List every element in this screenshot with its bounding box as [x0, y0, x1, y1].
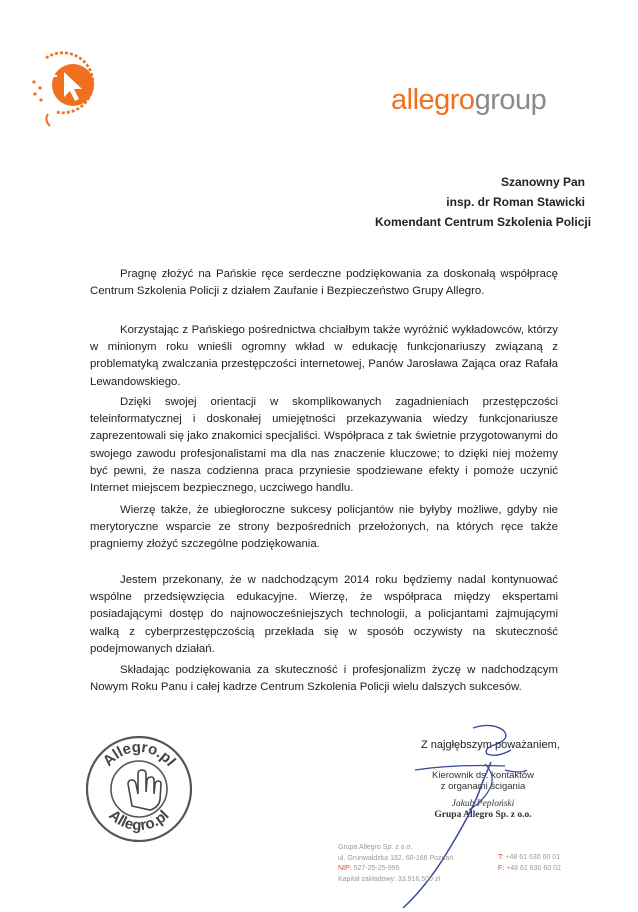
- allegro-stamp: [84, 734, 194, 844]
- footer-contact: [498, 853, 561, 874]
- recipient-position: Komendant Centrum Szkolenia Policji: [375, 215, 592, 229]
- footer-nip-value: 527-25-25-995: [353, 865, 400, 872]
- footer-fax-label: F:: [498, 864, 505, 872]
- brand-name-part2: group: [474, 84, 547, 116]
- footer-phone-label: T:: [498, 854, 504, 861]
- footer-address: ul. Grunwaldzka 182, 60-166 Poznań: [338, 854, 454, 862]
- signer-name: Jakub Peploński: [451, 799, 515, 809]
- brand-name-part1: allegro: [391, 84, 475, 116]
- signer-company: Grupa Allegro Sp. z o.o.: [434, 810, 532, 820]
- recipient-name: insp. dr Roman Stawicki: [446, 195, 585, 209]
- recipient-salutation: Szanowny Pan: [500, 175, 585, 189]
- allegro-group-logo: [391, 84, 546, 117]
- footer-company: Grupa Allegro Sp. z o.o.: [338, 844, 413, 851]
- signer-role-line2: z organami ścigania: [440, 781, 526, 792]
- stamp-text-top: Allegro.pl: [99, 738, 179, 770]
- hand-cursor-icon: [128, 770, 161, 810]
- stamp-text-bottom: Allegro.pl: [105, 806, 173, 835]
- footer-phone-value: +48 61 630 60 01: [505, 854, 561, 861]
- signer-role-line1: Kierownik ds. kontaktów: [432, 770, 534, 781]
- body-paragraph-6: Składając podziękowania za skuteczność i profesjonalizm życzę w nadchodzącym Nowym Roku Panu i całej kadrze Centrum Szkolenia Policji wielu dalszych sukcesów.: [90, 664, 558, 694]
- footer-nip: [338, 864, 453, 875]
- footer-company-info: [338, 843, 453, 885]
- recipient-block: [375, 172, 592, 232]
- footer-fax-value: +48 61 630 60 02: [506, 864, 561, 872]
- svg-text:Allegro.pl: [105, 807, 172, 835]
- body-paragraph-5: Jestem przekonany, że w nadchodzącym 2014 roku będziemy nadal kontynuować wspólne przedsięwzięcia edukacyjne. Wierzę, że współpraca między ekspertami posiadającymi dostęp do najnowocześniejszych technologii, a policjantami zajmującymi walką z cyberprzestępczością przekłada się w sposób oczywisty na skuteczność podejmowanych działań.: [90, 574, 558, 655]
- footer-nip-label: NIP:: [338, 865, 352, 872]
- footer-phone: [498, 853, 561, 864]
- body-paragraph-3: Dzięki swojej orientacji w skomplikowanych zagadnieniach przestępczości teleinformatycznej i doskonałej umiejętności przekazywania wiedzy funkcjonariusze zaprezentowali się jako znakomici specjaliści. Współpraca z tak świetnie przygotowanymi do swojego zawodu profesjonalistami ma dla nas znaczenie kluczowe; to dzięki niej możemy być pewni, że nasza codzienna praca przyniesie spodziewane efekty i pomoże uczynić Internet miejscem bezpiecznego, uczciwego handlu.: [90, 396, 558, 495]
- body-paragraph-1: Pragnę złożyć na Pańskie ręce serdeczne podziękowania za doskonałą współpracę Centrum Szkolenia Policji z działem Zaufanie i Bezpieczeństwo Grupy Allegro.: [90, 268, 558, 298]
- footer-fax: [498, 864, 561, 875]
- closing-salutation: Z najgłębszym poważaniem,: [421, 739, 560, 751]
- cursor-click-icon: [28, 42, 110, 130]
- body-paragraph-4: Wierzę także, że ubiegłoroczne sukcesy policjantów nie byłyby możliwe, gdyby nie merytoryczne wsparcie ze strony bezpośrednich przełożonych, na których ręce także pragniemy złożyć szczególne podziękowania.: [90, 504, 558, 551]
- footer-capital: Kapitał zakładowy: 33.916.500 zł: [338, 875, 440, 883]
- svg-text:Allegro.pl: [100, 739, 179, 770]
- body-paragraph-2: Korzystając z Pańskiego pośrednictwa chciałbym także wyróżnić wykładowców, którzy w minionym roku wnieśli ogromny wkład w edukację funkcjonariuszy związaną z problematyką zwalczania przestępczości internetowej, Panów Jarosława Zająca oraz Rafała Lewandowskiego.: [90, 324, 558, 388]
